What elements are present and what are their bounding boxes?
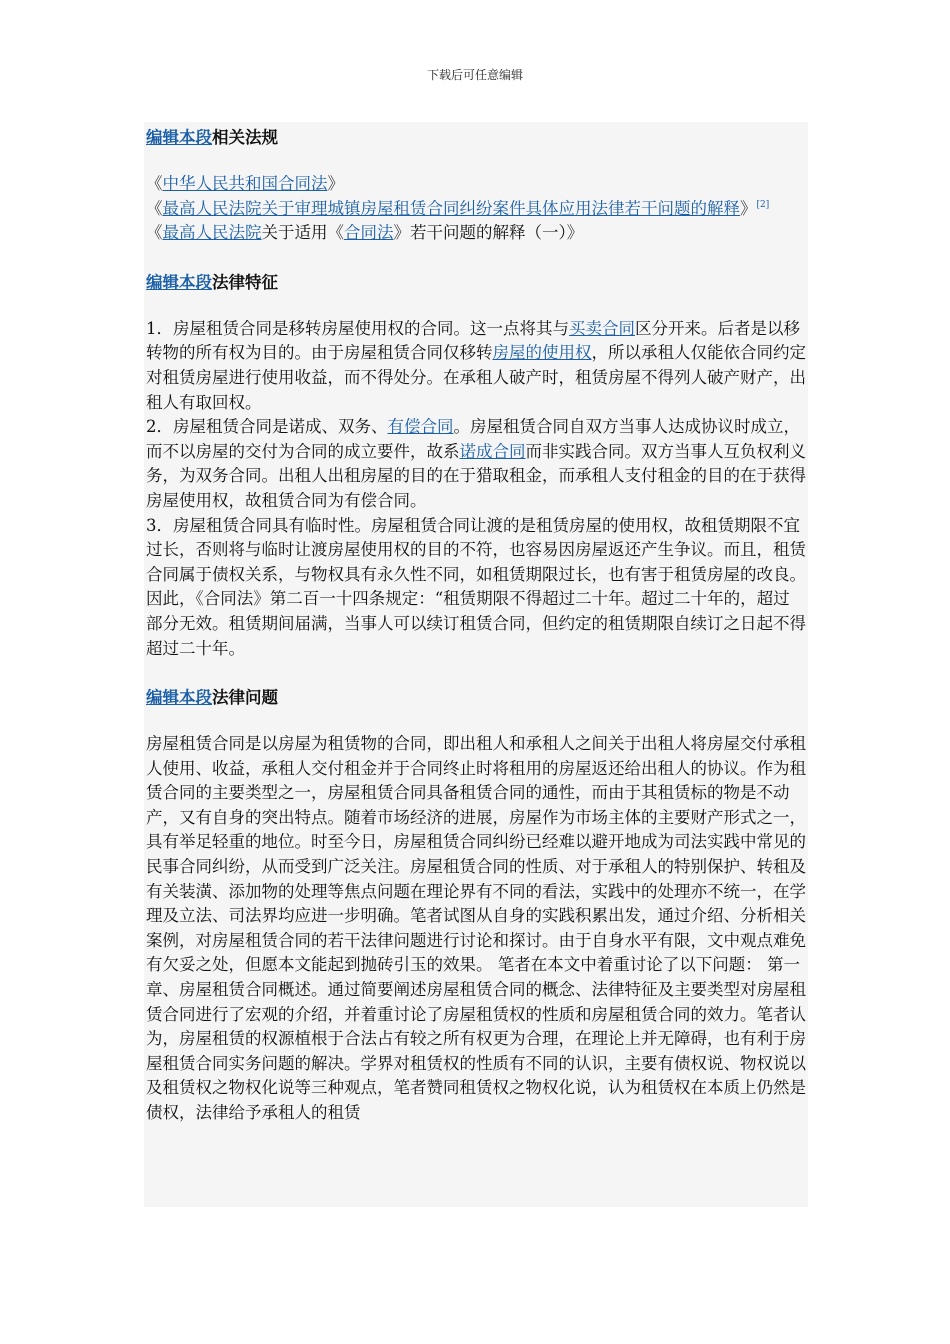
section-title-laws (146, 126, 806, 150)
feature-paragraph: 3．房屋租赁合同具有临时性。房屋租赁合同让渡的是租赁房屋的使用权，故租赁期限不宜过长，否则将与临时让渡房屋使用权的目的不符，也容易因房屋返还产生争议。而且，租赁合同属于债权关系，与物权具有永久性不同，如租赁期限过长，也有害于租赁房屋的改良。因此，《合同法》第二百一十四条规定：“租赁期限不得超过二十年。超过二十年的，超过部分无效。租赁期间届满，当事人可以续订租赁合同，但约定的租赁期限自续订之日起不得超过二十年。 (146, 515, 806, 658)
law-link-contract-law[interactable]: 中华人民共和国合同法 (162, 174, 328, 193)
edit-section-link[interactable]: 编辑本段 (146, 688, 212, 708)
law-item: 《最高人民法院关于审理城镇房屋租赁合同纠纷案件具体应用法律若干问题的解释》[2] (146, 198, 770, 218)
citation-ref[interactable]: [2] (756, 199, 770, 210)
edit-section-link[interactable]: 编辑本段 (146, 272, 212, 292)
feature-paragraph: 1．房屋租赁合同是移转房屋使用权的合同。这一点将其与买卖合同区分开来。后者是以移转物的所有权为目的。由于房屋租赁合同仅移转房屋的使用权，所以承租人仅能依合同约定对租赁房屋进行使用收益，而不得处分。在承租人破产时，租赁房屋不得列人破产财产，出租人有取回权。 (146, 318, 806, 412)
link-sale-contract[interactable]: 买卖合同 (569, 318, 635, 338)
link-house-use-right[interactable]: 房屋的使用权 (492, 343, 592, 363)
feature-paragraph: 2．房屋租赁合同是诺成、双务、有偿合同。房屋租赁合同自双方当事人达成协议时成立，而不以房屋的交付为合同的成立要件，故系诺成合同而非实践合同。双方当事人互负权利义务，为双务合同。出租人出租房屋的目的在于猎取租金，而承租人支付租金的目的在于获得房屋使用权，故租赁合同为有偿合同。 (146, 417, 806, 510)
header-note: 下载后可任意编辑 (426, 68, 523, 82)
law-link-supreme-court[interactable]: 最高人民法院 (162, 223, 262, 243)
link-consensual-contract[interactable]: 诺成合同 (459, 441, 526, 461)
law-item: 《最高人民法院关于适用《合同法》若干问题的解释（一）》 (146, 223, 584, 243)
section-title-features (146, 271, 806, 295)
issues-paragraph: 房屋租赁合同是以房屋为租赁物的合同，即出租人和承租人之间关于出租人将房屋交付承租人使用、收益，承租人交付租金并于合同终止时将租用的房屋返还给出租人的协议。作为租赁合同的主要类型之一，房屋租赁合同具备租赁合同的通性，而由于其租赁标的物是不动产，又有自身的突出特点。随着市场经济的进展，房屋作为市场主体的主要财产形式之一，具有举足轻重的地位。时至今日，房屋租赁合同纠纷已经难以避开地成为司法实践中常见的民事合同纠纷，从而受到广泛关注。房屋租赁合同的性质、对于承租人的特别保护、转租及有关装潢、添加物的处理等焦点问题在理论界有不同的看法，实践中的处理亦不统一，在学理及立法、司法界均应进一步明确。笔者试图从自身的实践积累出发，通过介绍、分析相关案例，对房屋租赁合同的若干法律问题进行讨论和探讨。由于自身水平有限，文中观点难免有欠妥之处，但愿本文能起到抛砖引玉的效果。 笔者在本文中着重讨论了以下问题： 第一章、房屋租赁合同概述。通过简要阐述房屋租赁合同的概念、法律特征及主要类型对房屋租赁合同进行了宏观的介绍，并着重讨论了房屋租赁权的性质和房屋租赁合同的效力。笔者认为，房屋租赁的权源植根于合法占有较之所有权更为合理，在理论上并无障碍，也有利于房屋租赁合同实务问题的解决。学界对租赁权的性质有不同的认识，主要有债权说、物权说以及租赁权之物权化说等三种观点，笔者赞同租赁权之物权化说，认为租赁权在本质上仍然是债权，法律给予承租人的租赁 (146, 734, 806, 1122)
edit-section-link[interactable]: 编辑本段 (146, 128, 212, 147)
section-title-text: 法律问题 (212, 688, 278, 708)
section-title-text: 法律特征 (212, 272, 278, 292)
section-title-text: 相关法规 (212, 128, 278, 147)
law-item: 《中华人民共和国合同法》 (146, 174, 344, 193)
law-link-contract-law-2[interactable]: 合同法 (344, 223, 394, 243)
section-title-issues (146, 686, 806, 710)
law-link-interpretation[interactable]: 最高人民法院关于审理城镇房屋租赁合同纠纷案件具体应用法律若干问题的解释 (162, 198, 740, 218)
article-content (144, 122, 808, 1207)
link-paid-contract[interactable]: 有偿合同 (387, 417, 454, 437)
